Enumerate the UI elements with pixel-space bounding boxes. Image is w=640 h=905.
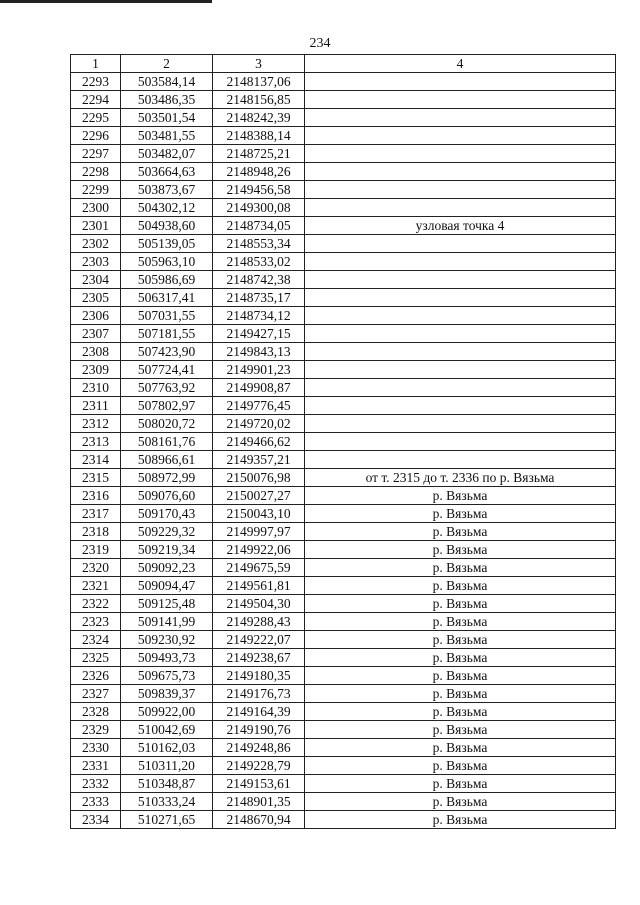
table-row: [71, 289, 616, 307]
table-row: [71, 703, 616, 721]
table-header-row: [71, 55, 616, 73]
point-number-cell: 2301: [71, 217, 121, 235]
point-number-cell: 2308: [71, 343, 121, 361]
point-number-cell: 2307: [71, 325, 121, 343]
y-coordinate-cell: 2149776,45: [213, 397, 305, 415]
table-body: [71, 73, 616, 829]
description-cell: [305, 451, 616, 469]
point-number-cell: 2299: [71, 181, 121, 199]
x-coordinate-cell: 504302,12: [121, 199, 213, 217]
description-cell: [305, 91, 616, 109]
point-number-cell: 2319: [71, 541, 121, 559]
description-cell: р. Вязьма: [305, 523, 616, 541]
table-row: [71, 613, 616, 631]
x-coordinate-cell: 510333,24: [121, 793, 213, 811]
y-coordinate-cell: 2149228,79: [213, 757, 305, 775]
table-row: [71, 775, 616, 793]
table-row: [71, 361, 616, 379]
coordinates-table: [70, 54, 616, 829]
x-coordinate-cell: 503482,07: [121, 145, 213, 163]
y-coordinate-cell: 2149504,30: [213, 595, 305, 613]
description-cell: [305, 361, 616, 379]
description-cell: [305, 163, 616, 181]
x-coordinate-cell: 504938,60: [121, 217, 213, 235]
point-number-cell: 2314: [71, 451, 121, 469]
x-coordinate-cell: 503501,54: [121, 109, 213, 127]
table-row: [71, 181, 616, 199]
table-row: [71, 469, 616, 487]
description-cell: от т. 2315 до т. 2336 по р. Вязьма: [305, 469, 616, 487]
column-header: 2: [121, 55, 213, 73]
x-coordinate-cell: 509125,48: [121, 595, 213, 613]
table-row: [71, 793, 616, 811]
description-cell: [305, 379, 616, 397]
table-row: [71, 415, 616, 433]
description-cell: [305, 397, 616, 415]
description-cell: р. Вязьма: [305, 775, 616, 793]
table-row: [71, 199, 616, 217]
table-row: [71, 667, 616, 685]
x-coordinate-cell: 503584,14: [121, 73, 213, 91]
y-coordinate-cell: 2148388,14: [213, 127, 305, 145]
point-number-cell: 2328: [71, 703, 121, 721]
description-cell: [305, 289, 616, 307]
point-number-cell: 2318: [71, 523, 121, 541]
x-coordinate-cell: 509839,37: [121, 685, 213, 703]
x-coordinate-cell: 503664,63: [121, 163, 213, 181]
x-coordinate-cell: 509922,00: [121, 703, 213, 721]
description-cell: р. Вязьма: [305, 757, 616, 775]
point-number-cell: 2324: [71, 631, 121, 649]
point-number-cell: 2309: [71, 361, 121, 379]
point-number-cell: 2315: [71, 469, 121, 487]
y-coordinate-cell: 2150076,98: [213, 469, 305, 487]
column-header: 4: [305, 55, 616, 73]
column-header: 1: [71, 55, 121, 73]
table-row: [71, 307, 616, 325]
description-cell: р. Вязьма: [305, 541, 616, 559]
description-cell: [305, 325, 616, 343]
table-row: [71, 487, 616, 505]
table-row: [71, 163, 616, 181]
y-coordinate-cell: 2148734,05: [213, 217, 305, 235]
point-number-cell: 2325: [71, 649, 121, 667]
description-cell: р. Вязьма: [305, 631, 616, 649]
table-row: [71, 631, 616, 649]
table-row: [71, 343, 616, 361]
point-number-cell: 2316: [71, 487, 121, 505]
x-coordinate-cell: 510311,20: [121, 757, 213, 775]
point-number-cell: 2311: [71, 397, 121, 415]
point-number-cell: 2331: [71, 757, 121, 775]
y-coordinate-cell: 2148553,34: [213, 235, 305, 253]
description-cell: [305, 127, 616, 145]
x-coordinate-cell: 509076,60: [121, 487, 213, 505]
y-coordinate-cell: 2149238,67: [213, 649, 305, 667]
table-row: [71, 721, 616, 739]
table-row: [71, 541, 616, 559]
y-coordinate-cell: 2149561,81: [213, 577, 305, 595]
x-coordinate-cell: 508161,76: [121, 433, 213, 451]
description-cell: р. Вязьма: [305, 649, 616, 667]
point-number-cell: 2332: [71, 775, 121, 793]
point-number-cell: 2293: [71, 73, 121, 91]
y-coordinate-cell: 2149222,07: [213, 631, 305, 649]
table-row: [71, 217, 616, 235]
x-coordinate-cell: 509141,99: [121, 613, 213, 631]
y-coordinate-cell: 2148948,26: [213, 163, 305, 181]
y-coordinate-cell: 2149248,86: [213, 739, 305, 757]
description-cell: р. Вязьма: [305, 721, 616, 739]
table-row: [71, 145, 616, 163]
table-row: [71, 685, 616, 703]
column-header: 3: [213, 55, 305, 73]
description-cell: узловая точка 4: [305, 217, 616, 235]
page-number: 234: [309, 36, 331, 51]
description-cell: р. Вязьма: [305, 739, 616, 757]
y-coordinate-cell: 2148156,85: [213, 91, 305, 109]
description-cell: [305, 307, 616, 325]
table-row: [71, 577, 616, 595]
description-cell: р. Вязьма: [305, 811, 616, 829]
x-coordinate-cell: 510348,87: [121, 775, 213, 793]
y-coordinate-cell: 2149176,73: [213, 685, 305, 703]
y-coordinate-cell: 2149675,59: [213, 559, 305, 577]
description-cell: [305, 253, 616, 271]
table-row: [71, 505, 616, 523]
y-coordinate-cell: 2149720,02: [213, 415, 305, 433]
y-coordinate-cell: 2148725,21: [213, 145, 305, 163]
x-coordinate-cell: 509094,47: [121, 577, 213, 595]
table-row: [71, 73, 616, 91]
x-coordinate-cell: 509493,73: [121, 649, 213, 667]
table-row: [71, 739, 616, 757]
description-cell: р. Вязьма: [305, 559, 616, 577]
top-rule: [0, 0, 212, 3]
y-coordinate-cell: 2148242,39: [213, 109, 305, 127]
x-coordinate-cell: 507763,92: [121, 379, 213, 397]
x-coordinate-cell: 505139,05: [121, 235, 213, 253]
point-number-cell: 2322: [71, 595, 121, 613]
point-number-cell: 2313: [71, 433, 121, 451]
description-cell: [305, 181, 616, 199]
x-coordinate-cell: 506317,41: [121, 289, 213, 307]
y-coordinate-cell: 2149357,21: [213, 451, 305, 469]
table-row: [71, 271, 616, 289]
table-row: [71, 559, 616, 577]
description-cell: р. Вязьма: [305, 685, 616, 703]
x-coordinate-cell: 510271,65: [121, 811, 213, 829]
y-coordinate-cell: 2149922,06: [213, 541, 305, 559]
x-coordinate-cell: 503481,55: [121, 127, 213, 145]
x-coordinate-cell: 508972,99: [121, 469, 213, 487]
point-number-cell: 2329: [71, 721, 121, 739]
point-number-cell: 2300: [71, 199, 121, 217]
y-coordinate-cell: 2149456,58: [213, 181, 305, 199]
y-coordinate-cell: 2150027,27: [213, 487, 305, 505]
description-cell: р. Вязьма: [305, 577, 616, 595]
point-number-cell: 2323: [71, 613, 121, 631]
table-row: [71, 253, 616, 271]
x-coordinate-cell: 508966,61: [121, 451, 213, 469]
x-coordinate-cell: 503486,35: [121, 91, 213, 109]
y-coordinate-cell: 2149300,08: [213, 199, 305, 217]
point-number-cell: 2303: [71, 253, 121, 271]
description-cell: р. Вязьма: [305, 505, 616, 523]
point-number-cell: 2302: [71, 235, 121, 253]
x-coordinate-cell: 509675,73: [121, 667, 213, 685]
description-cell: [305, 199, 616, 217]
x-coordinate-cell: 507423,90: [121, 343, 213, 361]
y-coordinate-cell: 2149153,61: [213, 775, 305, 793]
point-number-cell: 2327: [71, 685, 121, 703]
y-coordinate-cell: 2148901,35: [213, 793, 305, 811]
table-row: [71, 91, 616, 109]
table-row: [71, 451, 616, 469]
point-number-cell: 2295: [71, 109, 121, 127]
point-number-cell: 2297: [71, 145, 121, 163]
description-cell: р. Вязьма: [305, 703, 616, 721]
x-coordinate-cell: 505963,10: [121, 253, 213, 271]
point-number-cell: 2317: [71, 505, 121, 523]
y-coordinate-cell: 2149908,87: [213, 379, 305, 397]
y-coordinate-cell: 2148734,12: [213, 307, 305, 325]
x-coordinate-cell: 509219,34: [121, 541, 213, 559]
x-coordinate-cell: 509170,43: [121, 505, 213, 523]
y-coordinate-cell: 2148533,02: [213, 253, 305, 271]
description-cell: [305, 433, 616, 451]
description-cell: [305, 343, 616, 361]
description-cell: р. Вязьма: [305, 667, 616, 685]
y-coordinate-cell: 2148137,06: [213, 73, 305, 91]
point-number-cell: 2330: [71, 739, 121, 757]
point-number-cell: 2334: [71, 811, 121, 829]
y-coordinate-cell: 2149288,43: [213, 613, 305, 631]
x-coordinate-cell: 509230,92: [121, 631, 213, 649]
y-coordinate-cell: 2149997,97: [213, 523, 305, 541]
point-number-cell: 2321: [71, 577, 121, 595]
y-coordinate-cell: 2148670,94: [213, 811, 305, 829]
point-number-cell: 2294: [71, 91, 121, 109]
y-coordinate-cell: 2149164,39: [213, 703, 305, 721]
table-row: [71, 433, 616, 451]
description-cell: [305, 235, 616, 253]
table-row: [71, 757, 616, 775]
description-cell: [305, 145, 616, 163]
x-coordinate-cell: 510042,69: [121, 721, 213, 739]
x-coordinate-cell: 503873,67: [121, 181, 213, 199]
x-coordinate-cell: 507181,55: [121, 325, 213, 343]
point-number-cell: 2312: [71, 415, 121, 433]
x-coordinate-cell: 505986,69: [121, 271, 213, 289]
point-number-cell: 2304: [71, 271, 121, 289]
table-row: [71, 235, 616, 253]
table-row: [71, 325, 616, 343]
point-number-cell: 2305: [71, 289, 121, 307]
description-cell: р. Вязьма: [305, 487, 616, 505]
point-number-cell: 2326: [71, 667, 121, 685]
table-row: [71, 379, 616, 397]
point-number-cell: 2310: [71, 379, 121, 397]
table-row: [71, 109, 616, 127]
description-cell: р. Вязьма: [305, 613, 616, 631]
point-number-cell: 2296: [71, 127, 121, 145]
x-coordinate-cell: 507031,55: [121, 307, 213, 325]
y-coordinate-cell: 2149427,15: [213, 325, 305, 343]
y-coordinate-cell: 2150043,10: [213, 505, 305, 523]
description-cell: р. Вязьма: [305, 595, 616, 613]
point-number-cell: 2306: [71, 307, 121, 325]
y-coordinate-cell: 2149190,76: [213, 721, 305, 739]
x-coordinate-cell: 509229,32: [121, 523, 213, 541]
point-number-cell: 2298: [71, 163, 121, 181]
x-coordinate-cell: 508020,72: [121, 415, 213, 433]
table-row: [71, 649, 616, 667]
description-cell: [305, 271, 616, 289]
x-coordinate-cell: 507802,97: [121, 397, 213, 415]
description-cell: р. Вязьма: [305, 793, 616, 811]
point-number-cell: 2320: [71, 559, 121, 577]
table-row: [71, 523, 616, 541]
y-coordinate-cell: 2149180,35: [213, 667, 305, 685]
table-row: [71, 811, 616, 829]
table-row: [71, 595, 616, 613]
x-coordinate-cell: 507724,41: [121, 361, 213, 379]
table-row: [71, 127, 616, 145]
y-coordinate-cell: 2148735,17: [213, 289, 305, 307]
point-number-cell: 2333: [71, 793, 121, 811]
description-cell: [305, 109, 616, 127]
table-row: [71, 397, 616, 415]
y-coordinate-cell: 2148742,38: [213, 271, 305, 289]
x-coordinate-cell: 509092,23: [121, 559, 213, 577]
description-cell: [305, 415, 616, 433]
y-coordinate-cell: 2149843,13: [213, 343, 305, 361]
description-cell: [305, 73, 616, 91]
x-coordinate-cell: 510162,03: [121, 739, 213, 757]
y-coordinate-cell: 2149901,23: [213, 361, 305, 379]
y-coordinate-cell: 2149466,62: [213, 433, 305, 451]
